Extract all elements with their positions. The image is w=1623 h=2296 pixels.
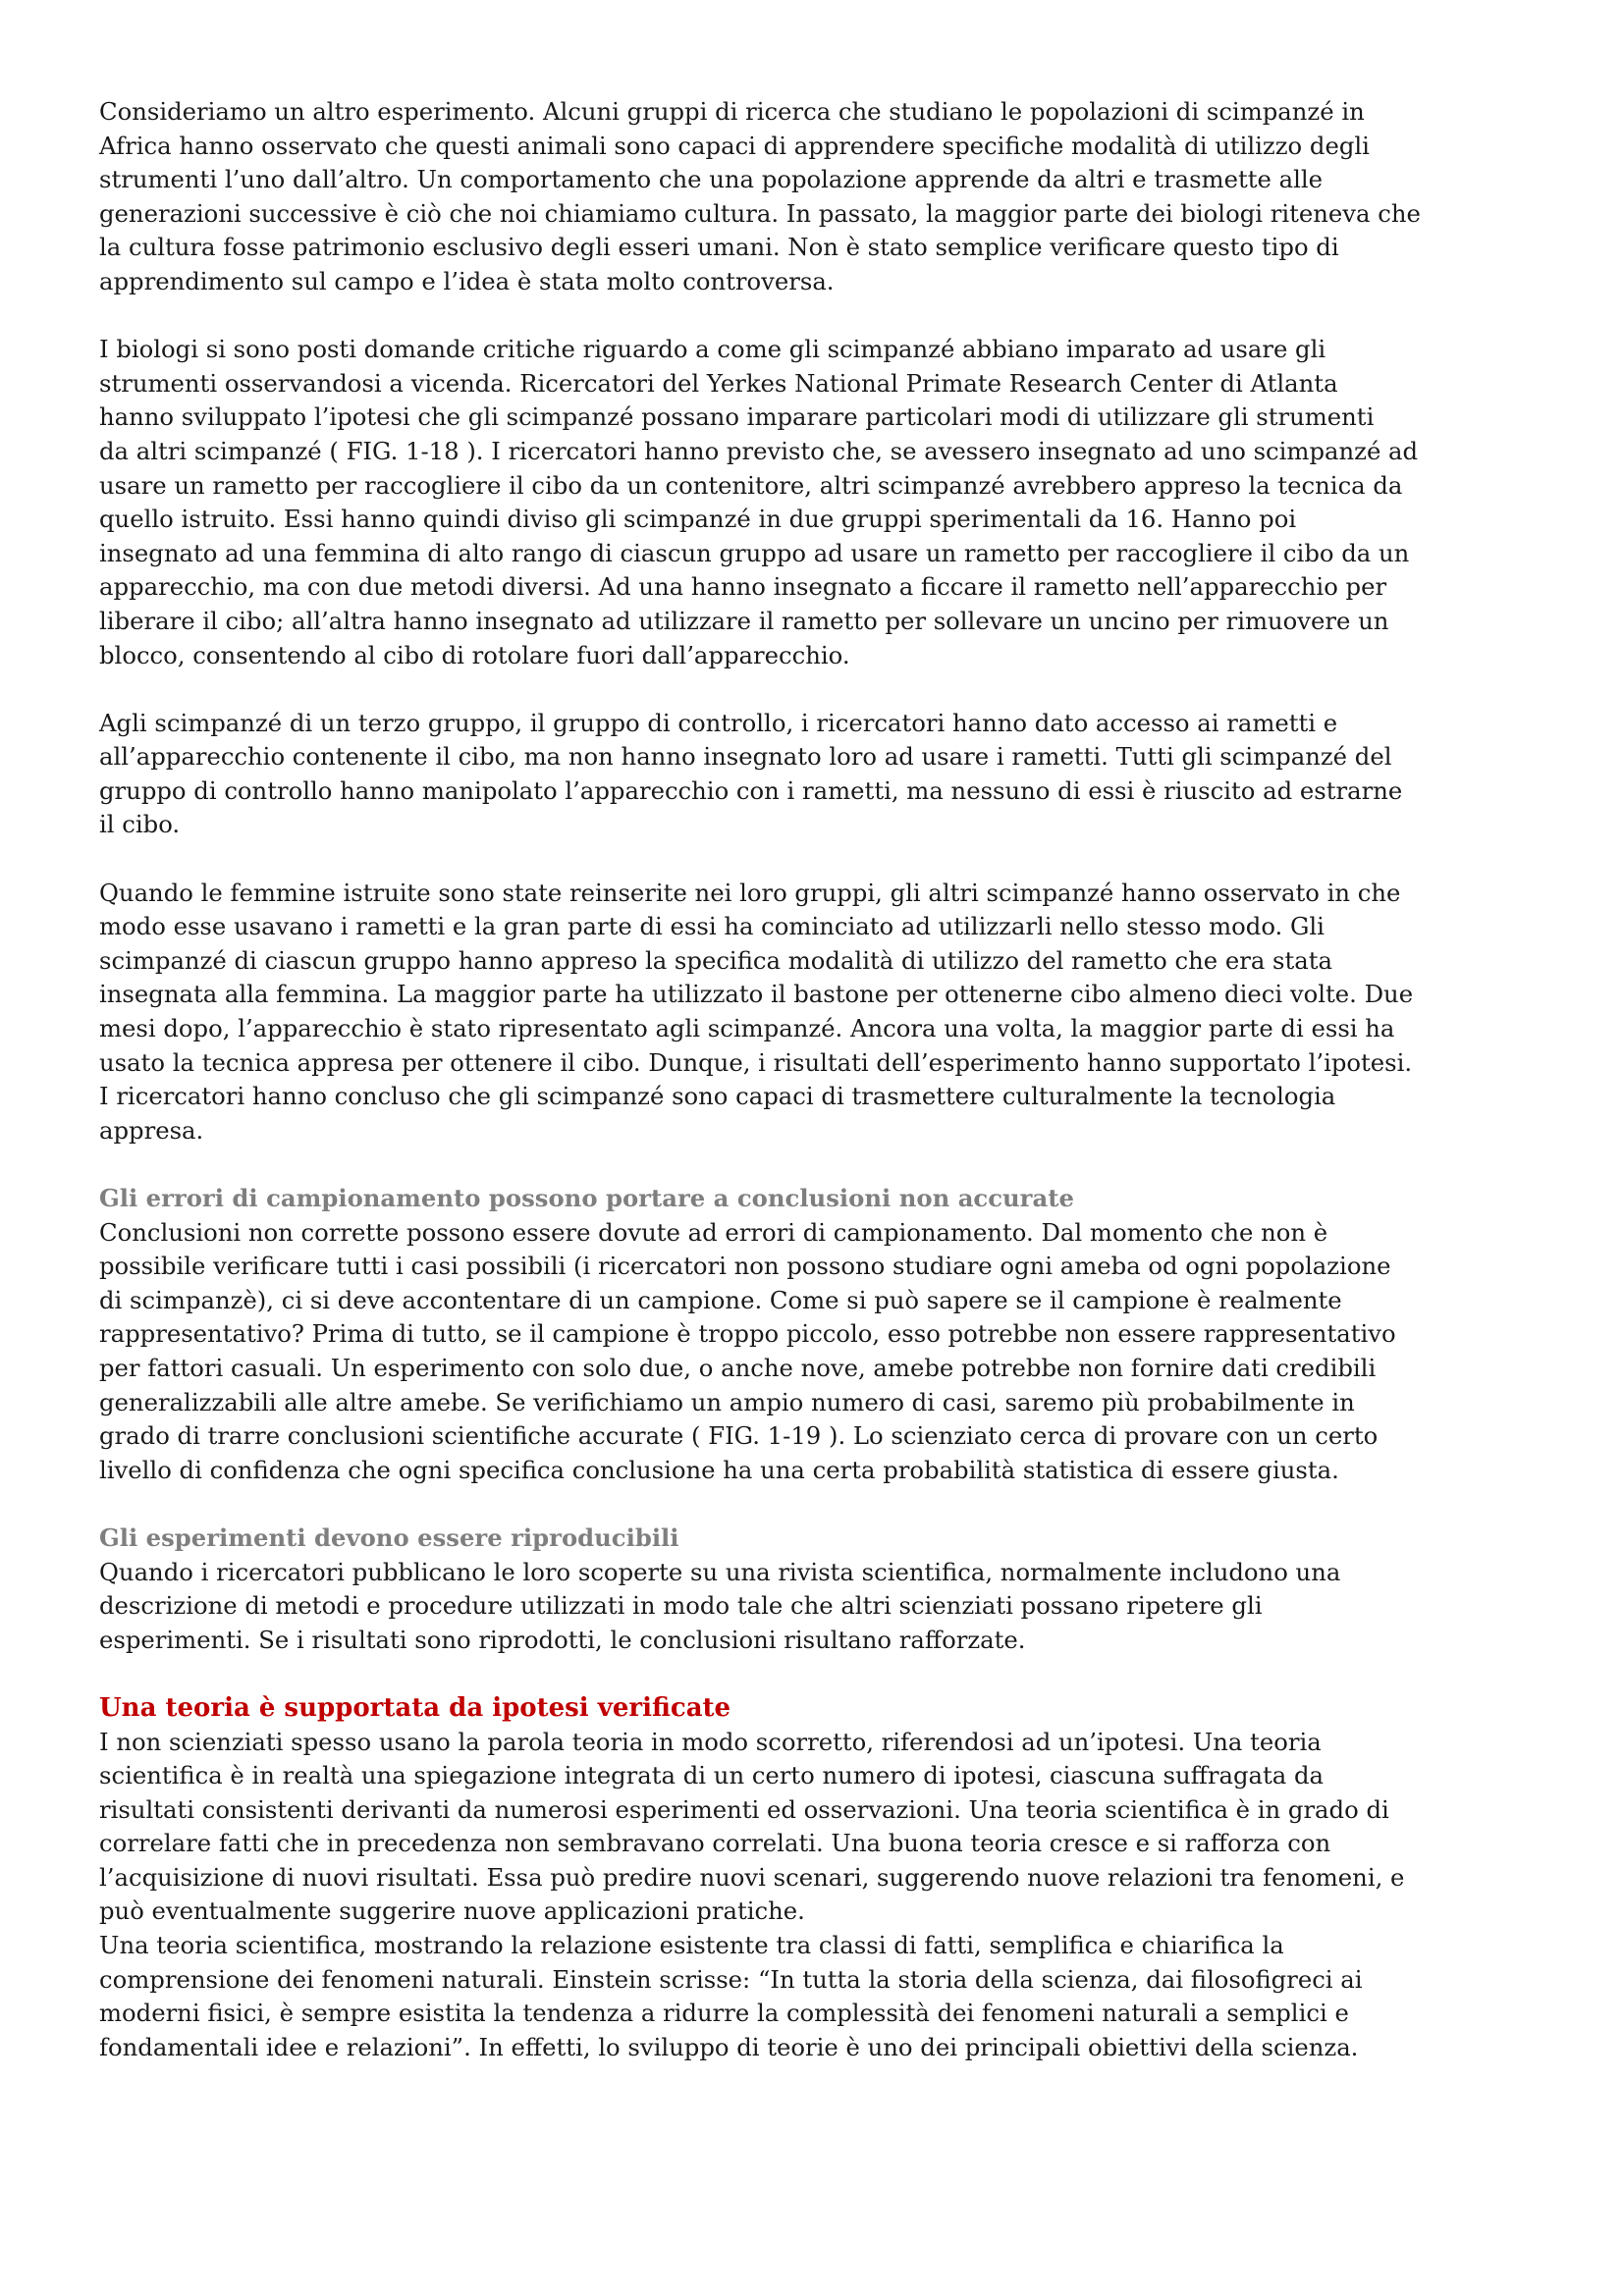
- paragraph-chimpanzee-culture-intro: Consideriamo un altro esperimento. Alcuni gruppi di ricerca che studiano le popolazioni di scimpanzé in Africa hanno osservato che questi animali sono capaci di apprendere specifiche modalità di utilizzo degli strumenti l’uno dall’altro. Un comportamento che una popolazione apprende da altri e trasmette alle generazioni successive è ciò che noi chiamiamo cultura. In passato, la maggior parte dei biologi riteneva che la cultura fosse patrimonio esclusivo degli esseri umani. Non è stato semplice verificare questo tipo di apprendimento sul campo e l’idea è stata molto controversa.: [99, 97, 1421, 295]
- heading-sampling-errors: Gli errori di campionamento possono portare a conclusioni non accurate: [99, 1184, 1074, 1212]
- paragraph-control-group: Agli scimpanzé di un terzo gruppo, il gruppo di controllo, i ricercatori hanno dato accesso ai rametti e all’apparecchio contenente il cibo, ma non hanno insegnato loro ad usare i rametti. Tutti gli scimpanzé del gruppo di controllo hanno manipolato l’apparecchio con i rametti, ma nessuno di essi è riuscito ad estrarne il cibo.: [99, 708, 1403, 839]
- heading-theory: Una teoria è supportata da ipotesi verificate: [99, 1692, 731, 1723]
- paragraph-theory-definition: I non scienziati spesso usano la parola teoria in modo scorretto, riferendosi ad un’ipotesi. Una teoria scientifica è in realtà una spiegazione integrata di un certo numero di ipotesi, ciascuna suffragata da risultati consistenti derivanti da numerosi esperimenti ed osservazioni. Una teoria scientifica è in grado di correlare fatti che in precedenza non sembravano correlati. Una buona teoria cresce e si rafforza con l’acquisizione di nuovi risultati. Essa può predire nuovi scenari, suggerendo nuove relazioni tra fenomeni, e può eventualmente suggerire nuove applicazioni pratiche.: [99, 1727, 1405, 1926]
- document-page: [99, 95, 1542, 2064]
- paragraph-sampling-errors: Conclusioni non corrette possono essere dovute ad errori di campionamento. Dal momento che non è possibile verificare tutti i casi possibili (i ricercatori non possono studiare ogni ameba od ogni popolazione di scimpanzè), ci si deve accontentare di un campione. Come si può sapere se il campione è realmente rappresentativo? Prima di tutto, se il campione è troppo piccolo, esso potrebbe non essere rappresentativo per fattori casuali. Un esperimento con solo due, o anche nove, amebe potrebbe non fornire dati credibili generalizzabili alle altre amebe. Se verifichiamo un ampio numero di casi, saremo più probabilmente in grado di trarre conclusioni scientifiche accurate ( FIG. 1-19 ). Lo scienziato cerca di provare con un certo livello di confidenza che ogni specifica conclusione ha una certa probabilità statistica di essere giusta.: [99, 1217, 1396, 1484]
- paragraph-reproducibility: Quando i ricercatori pubblicano le loro scoperte su una rivista scientifica, normalmente includono una descrizione di metodi e procedure utilizzati in modo tale che altri scienziati possano ripetere gli esperimenti. Se i risultati sono riprodotti, le conclusioni risultano rafforzate.: [99, 1557, 1341, 1654]
- paragraph-theory-einstein: Una teoria scientifica, mostrando la relazione esistente tra classi di fatti, semplifica e chiarifica la comprensione dei fenomeni naturali. Einstein scrisse: “In tutta la storia della scienza, dai filosofigreci ai moderni fisici, è sempre esistita la tendenza a ridurre la complessità dei fenomeni naturali a semplici e fondamentali idee e relazioni”. In effetti, lo sviluppo di teorie è uno dei principali obiettivi della scienza.: [99, 1931, 1363, 2061]
- paragraph-experiment-results: Quando le femmine istruite sono state reinserite nei loro gruppi, gli altri scimpanzé hanno osservato in che modo esse usavano i rametti e la gran parte di essi ha cominciato ad utilizzarli nello stesso modo. Gli scimpanzé di ciascun gruppo hanno appreso la specifica modalità di utilizzo del rametto che era stata insegnata alla femmina. La maggior parte ha utilizzato il bastone per ottenerne cibo almeno dieci volte. Due mesi dopo, l’apparecchio è stato ripresentato agli scimpanzé. Ancora una volta, la maggior parte di essi ha usato la tecnica appresa per ottenere il cibo. Dunque, i risultati dell’esperimento hanno supportato l’ipotesi. I ricercatori hanno concluso che gli scimpanzé sono capaci di trasmettere culturalmente la tecnologia appresa.: [99, 878, 1414, 1145]
- paragraph-yerkes-hypothesis: I biologi si sono posti domande critiche riguardo a come gli scimpanzé abbiano imparato ad usare gli strumenti osservandosi a vicenda. Ricercatori del Yerkes National Primate Research Center di Atlanta hanno sviluppato l’ipotesi che gli scimpanzé possano imparare particolari modi di utilizzare gli strumenti da altri scimpanzé ( FIG. 1-18 ). I ricercatori hanno previsto che, se avessero insegnato ad uno scimpanzé ad usare un rametto per raccogliere il cibo da un contenitore, altri scimpanzé avrebbero appreso la tecnica da quello istruito. Essi hanno quindi diviso gli scimpanzé in due gruppi sperimentali da 16. Hanno poi insegnato ad una femmina di alto rango di ciascun gruppo ad usare un rametto per raccogliere il cibo da un apparecchio, ma con due metodi diversi. Ad una hanno insegnato a ficcare il rametto nell’apparecchio per liberare il cibo; all’altra hanno insegnato ad utilizzare il rametto per sollevare un uncino per rimuovere un blocco, consentendo al cibo di rotolare fuori dall’apparecchio.: [99, 335, 1419, 669]
- heading-reproducibility: Gli esperimenti devono essere riproducibili: [99, 1522, 679, 1552]
